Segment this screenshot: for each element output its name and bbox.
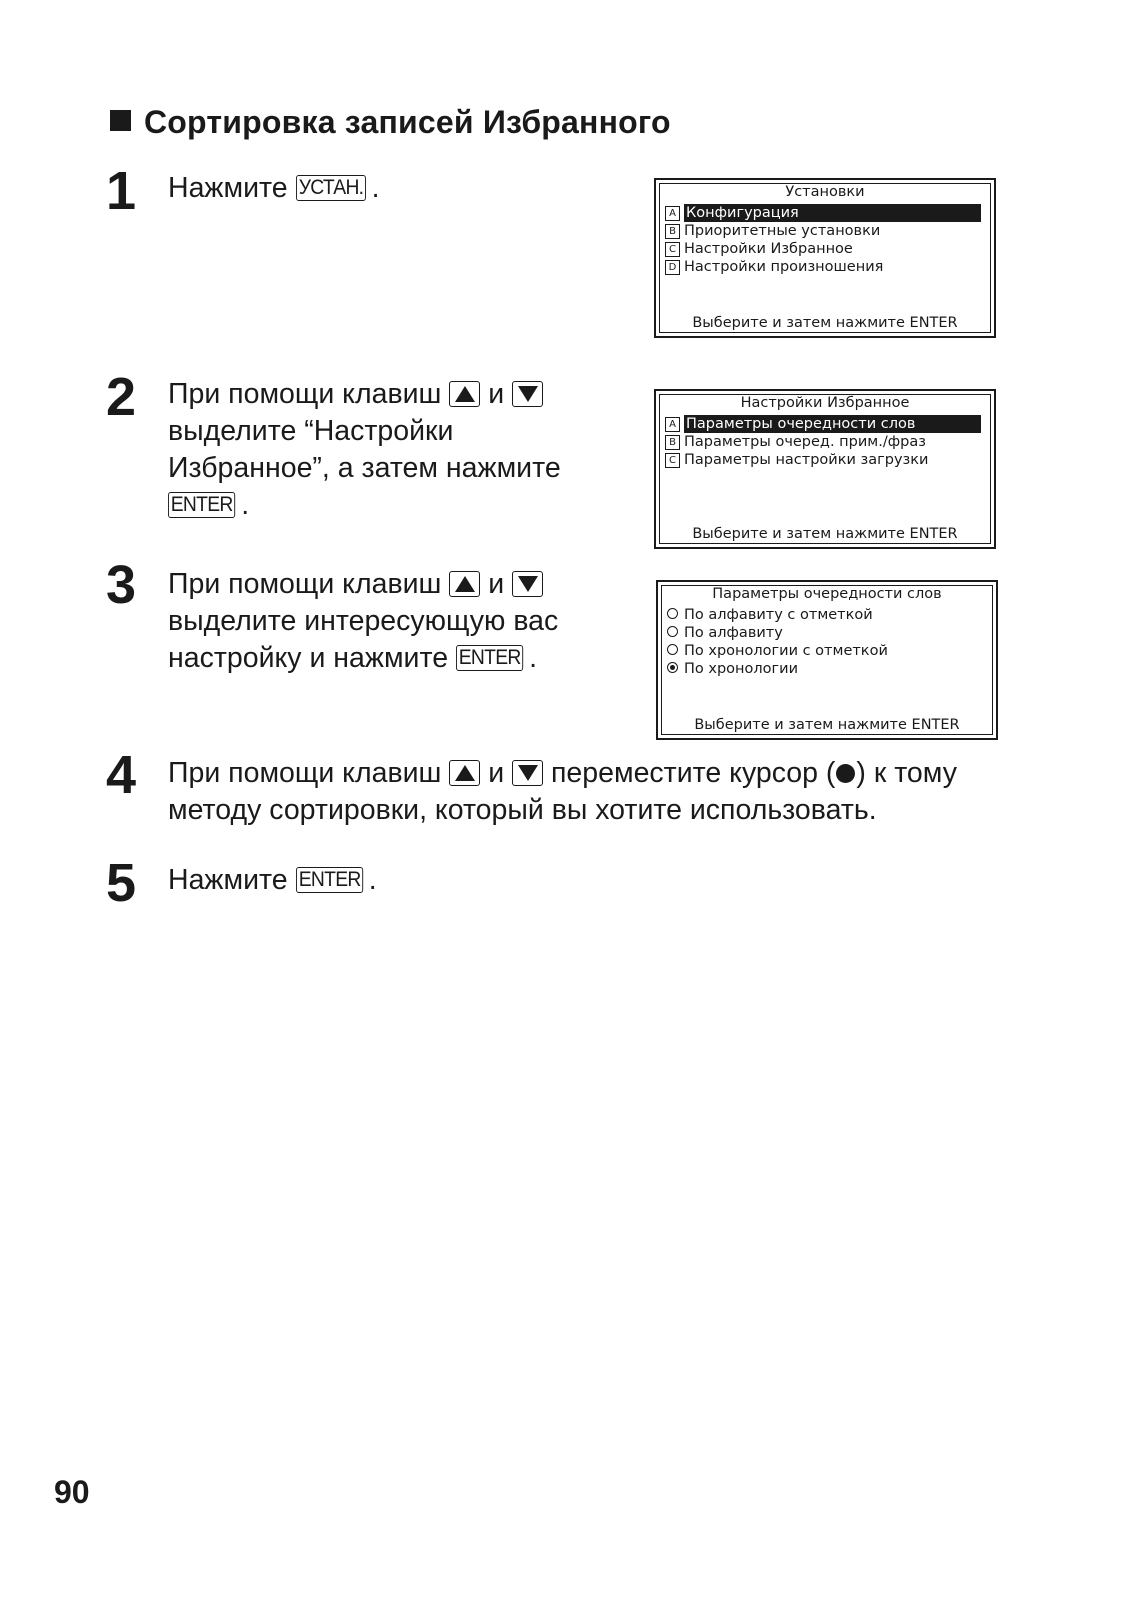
letter-b-icon: B xyxy=(665,435,680,450)
letter-c-icon: C xyxy=(665,242,680,257)
letter-d-icon: D xyxy=(665,260,680,275)
step-number: 2 xyxy=(106,367,137,427)
step-number: 3 xyxy=(106,555,137,615)
screen-footer: Выберите и затем нажмите ENTER xyxy=(692,526,958,542)
enter-key: ENTER xyxy=(456,645,523,671)
screen-menu-item xyxy=(665,240,982,258)
letter-b-icon: B xyxy=(665,224,680,239)
lcd-screen-favorites-settings xyxy=(654,389,996,549)
step-text-fragment: и xyxy=(480,568,513,600)
screen-footer: Выберите и затем нажмите ENTER xyxy=(694,717,960,733)
cursor-dot-icon xyxy=(836,764,855,783)
step-text-line: выделите “Настройки xyxy=(168,415,454,447)
step-text-fragment: . xyxy=(368,864,377,896)
section-heading xyxy=(110,104,671,141)
menu-item-label: Конфигурация xyxy=(684,204,981,222)
step-text-line: методу сортировки, который вы хотите использовать. xyxy=(168,794,877,826)
screen-radio-option xyxy=(667,660,984,678)
screen-menu-item xyxy=(665,258,982,276)
radio-empty-icon xyxy=(667,608,678,619)
menu-item-label: Приоритетные установки xyxy=(684,223,881,239)
step-text-fragment: ) к тому xyxy=(856,757,957,789)
step-text-line: Избранное”, а затем нажмите xyxy=(168,452,561,484)
screen-radio-option xyxy=(667,606,984,624)
screen-menu-item xyxy=(665,415,982,433)
step-text-fragment: Нажмите xyxy=(168,172,296,204)
screen-menu-item xyxy=(665,204,982,222)
radio-empty-icon xyxy=(667,626,678,637)
arrow-up-key-icon xyxy=(449,381,480,407)
screen-menu-item xyxy=(665,451,982,469)
step-number: 5 xyxy=(106,853,137,913)
heading-text: Сортировка записей Избранного xyxy=(144,104,671,140)
screen-radio-option xyxy=(667,624,984,642)
step-text xyxy=(168,862,377,899)
step-number: 4 xyxy=(106,745,137,805)
step-text xyxy=(168,755,957,829)
menu-item-label: Настройки произношения xyxy=(684,259,884,275)
page-number: 90 xyxy=(54,1474,90,1510)
square-bullet-icon xyxy=(110,110,131,131)
step-text-fragment: переместите курсор ( xyxy=(543,757,836,789)
step-text-fragment: и xyxy=(480,757,513,789)
step-text-fragment: . xyxy=(529,642,538,674)
screen-title: Установки xyxy=(785,184,865,200)
arrow-down-key-icon xyxy=(512,571,543,597)
menu-item-label: Параметры очеред. прим./фраз xyxy=(684,434,926,450)
screen-menu-item xyxy=(665,222,982,240)
menu-item-label: Настройки Избранное xyxy=(684,241,853,257)
option-label: По хронологии с отметкой xyxy=(684,643,888,659)
step-text xyxy=(168,376,561,524)
radio-selected-icon xyxy=(667,662,678,673)
arrow-down-key-icon xyxy=(512,760,543,786)
menu-item-label: Параметры очередности слов xyxy=(684,415,981,433)
screen-radio-option xyxy=(667,642,984,660)
step-text-fragment: . xyxy=(371,172,380,204)
letter-a-icon: A xyxy=(665,417,680,432)
letter-c-icon: C xyxy=(665,453,680,468)
screen-menu-item xyxy=(665,433,982,451)
letter-a-icon: A xyxy=(665,206,680,221)
ustan-key: УСТАН. xyxy=(296,175,366,201)
arrow-up-key-icon xyxy=(449,760,480,786)
step-text-fragment: При помощи клавиш xyxy=(168,568,450,600)
menu-item-label: Параметры настройки загрузки xyxy=(684,452,929,468)
step-text-fragment: и xyxy=(480,378,513,410)
option-label: По алфавиту с отметкой xyxy=(684,607,873,623)
step-text-line: выделите интересующую вас xyxy=(168,605,559,637)
option-label: По алфавиту xyxy=(684,625,783,641)
enter-key: ENTER xyxy=(168,492,235,518)
step-text xyxy=(168,566,558,677)
enter-key: ENTER xyxy=(296,867,363,893)
radio-empty-icon xyxy=(667,644,678,655)
arrow-up-key-icon xyxy=(449,571,480,597)
option-label: По хронологии xyxy=(684,661,798,677)
screen-footer: Выберите и затем нажмите ENTER xyxy=(692,315,958,331)
step-text-fragment: . xyxy=(241,489,250,521)
step-text xyxy=(168,170,380,207)
lcd-screen-settings xyxy=(654,178,996,338)
step-number: 1 xyxy=(106,161,137,221)
screen-title: Настройки Избранное xyxy=(740,395,910,411)
step-text-fragment: Нажмите xyxy=(168,864,296,896)
screen-title: Параметры очередности слов xyxy=(712,586,942,602)
step-text-fragment: настройку и нажмите xyxy=(168,642,456,674)
step-text-fragment: При помощи клавиш xyxy=(168,378,450,410)
lcd-screen-word-order xyxy=(656,580,998,740)
arrow-down-key-icon xyxy=(512,381,543,407)
step-text-fragment: При помощи клавиш xyxy=(168,757,450,789)
